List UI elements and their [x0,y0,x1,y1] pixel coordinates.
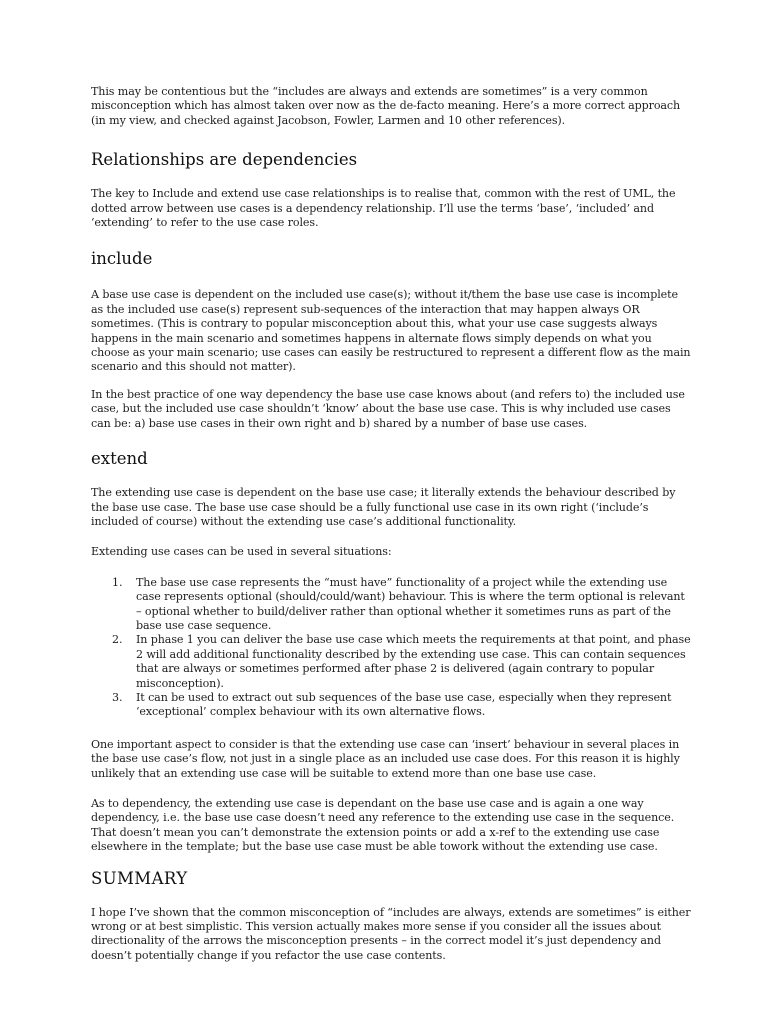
extend-paragraph-2: Extending use cases can be used in several situations: [91,545,392,559]
extend-paragraph-3: One important aspect to consider is that the extending use case can ‘insert’ behaviour in several places in the base use case’s flow, not just in a single place as an included use case does. For this reason it is highly unlikely that an extending use case will be suitable to extend more than one base use case. [91,737,680,780]
summary-paragraph: I hope I’ve shown that the common misconception of “includes are always, extends are sometimes” is either wrong or at best simplistic. This version actually makes more sense if you consider all the issues about directionality of the arrows the misconception presents – in the correct model it’s just dependency and doesn’t potentially change if you refactor the use case contents. [91,905,691,962]
list-item [91,691,691,720]
list-item-text: The base use case represents the “must have” functionality of a project while the extending use case represents optional (should/could/want) behaviour. This is where the term optional is relevant – optional whether to build/deliver rather than optional whether it sometimes runs as part of the base use case sequence. [136,575,685,632]
list-item-number: 1. [112,575,123,589]
intro-paragraph: This may be contentious but the “includes are always and extends are sometimes” is a very common misconception which has almost taken over now as the de-facto meaning. Here’s a more correct approach (in my view, and checked against Jacobson, Fowler, Larmen and 10 other references). [91,85,681,127]
heading-include: include [91,249,153,269]
heading-relationships: Relationships are dependencies [91,150,358,170]
heading-summary: SUMMARY [91,868,188,888]
list-item-text: It can be used to extract out sub sequences of the base use case, especially when they represent ‘exceptional’ complex behaviour with its own alternative flows. [136,690,672,719]
extend-situations-list [91,576,691,720]
list-item-number: 3. [112,690,123,704]
extend-paragraph-4: As to dependency, the extending use case is dependant on the base use case and is again a one way dependency, i.e. the base use case doesn’t need any reference to the extending use case in the sequence. That doesn’t mean you can’t demonstrate the extension points or add a x-ref to the extending use case elsewhere in the template; but the base use case must be able towork without the extending use case. [91,797,675,854]
list-item [91,633,691,691]
document-page [91,82,691,963]
relationships-paragraph: The key to Include and extend use case relationships is to realise that, common with the rest of UML, the dotted arrow between use cases is a dependency relationship. I’ll use the terms ‘base’, ‘included’ and ‘extending’ to refer to the use case roles. [91,187,676,230]
list-item-number: 2. [112,633,123,647]
list-item [91,576,691,634]
list-item-text: In phase 1 you can deliver the base use case which meets the requirements at that point, and phase 2 will add additional functionality described by the extending use case. This can contain sequences that are always or sometimes performed after phase 2 is delivered (again contrary to popular misconception). [136,633,691,690]
include-paragraph-2: In the best practice of one way dependency the base use case knows about (and refers to) the included use case, but the included use case shouldn’t ‘know’ about the base use case. This is why included use cases can be: a) base use cases in their own right and b) shared by a number of base use cases. [91,387,685,430]
heading-extend: extend [91,449,148,469]
include-paragraph-1: A base use case is dependent on the included use case(s); without it/them the base use case is incomplete as the included use case(s) represent sub-sequences of the interaction that may happen always OR sometimes. (This is contrary to popular misconception about this, what your use case suggests always happens in the main scenario and sometimes happens in alternate flows simply depends on what you choose as your main scenario; use cases can easily be restructured to represent a different flow as the main scenario and this should not matter). [91,288,691,374]
extend-paragraph-1: The extending use case is dependent on the base use case; it literally extends the behaviour described by the base use case. The base use case should be a fully functional use case in its own right (‘include’s included of course) without the extending use case’s additional functionality. [91,486,676,528]
